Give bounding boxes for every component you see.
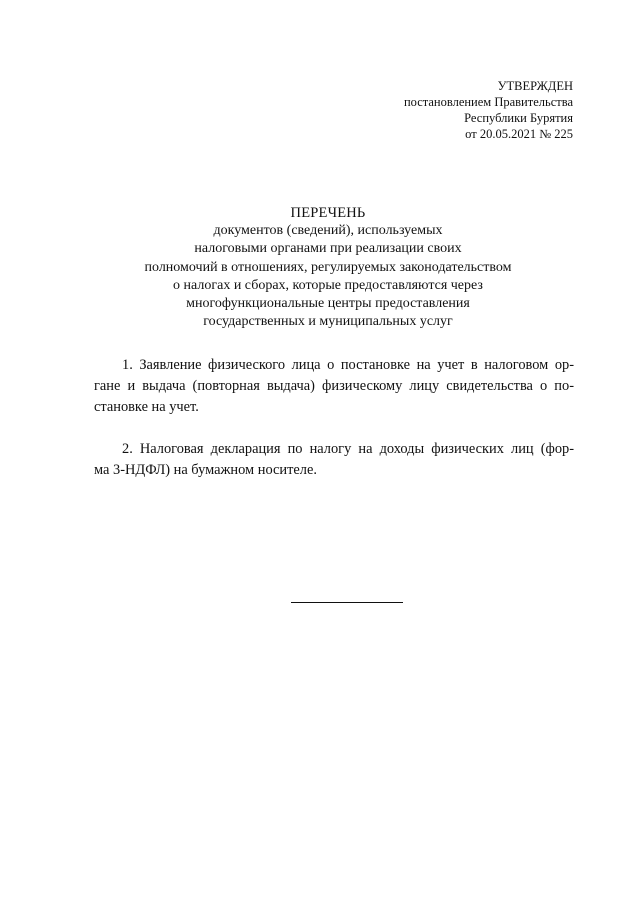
subtitle-line: полномочий в отношениях, регулируемых законодательством — [144, 259, 512, 275]
paragraph-line: гане и выдача (повторная выдача) физическому лицу свидетельства о по- — [94, 378, 574, 394]
approval-heading: УТВЕРЖДЕН — [497, 79, 573, 93]
approval-line: постановлением Правительства — [403, 95, 573, 109]
approval-stamp — [313, 78, 573, 142]
closing-rule — [291, 602, 403, 603]
approval-line: Республики Бурятия — [464, 111, 573, 125]
list-item — [94, 355, 574, 418]
paragraph-line: 2. Налоговая декларация по налогу на доходы физических лиц (фор- — [122, 441, 574, 457]
paragraph-line: становке на учет. — [94, 399, 199, 415]
document-subtitle — [80, 222, 576, 332]
subtitle-line: государственных и муниципальных услуг — [203, 314, 453, 330]
subtitle-line: налоговыми органами при реализации своих — [194, 241, 462, 257]
subtitle-line: многофункциональные центры предоставления — [186, 296, 470, 312]
document-title: ПЕРЕЧЕНЬ — [290, 205, 366, 221]
subtitle-line: документов (сведений), используемых — [213, 223, 443, 238]
paragraph-line: 1. Заявление физического лица о постановке на учет в налоговом ор- — [122, 357, 574, 373]
document-body — [94, 355, 574, 502]
paragraph-line: ма 3-НДФЛ) на бумажном носителе. — [94, 462, 317, 478]
subtitle-line: о налогах и сборах, которые предоставляются через — [173, 277, 483, 293]
approval-date-number: от 20.05.2021 № 225 — [465, 127, 573, 141]
document-title-block — [80, 204, 576, 332]
list-item — [94, 439, 574, 481]
